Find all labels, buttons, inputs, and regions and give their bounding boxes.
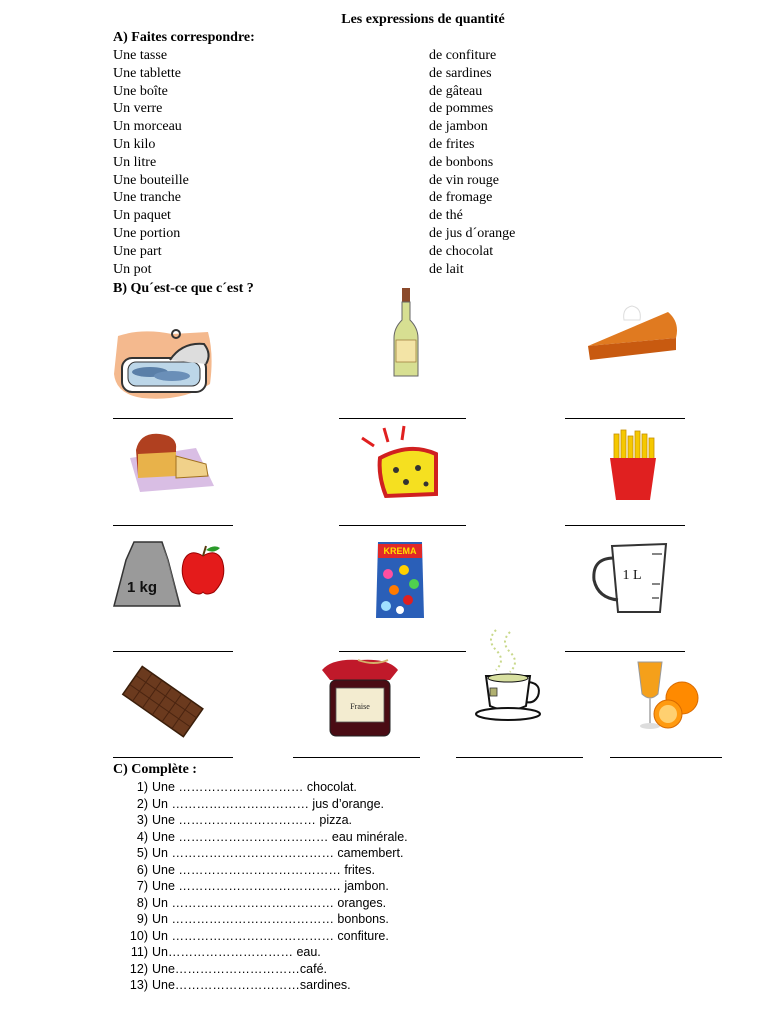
list-item (104, 878, 408, 895)
section-c-heading: C) Complète : (113, 762, 197, 777)
list-item: de gâteau (429, 83, 483, 99)
list-item: de sardines (429, 65, 492, 81)
list-item (104, 845, 408, 862)
item-number: 7) (136, 879, 148, 893)
list-item: Une boîte (113, 83, 168, 99)
item-text: Une …………………………… pizza. (152, 813, 353, 827)
item-text: Une ………………………………… frites. (152, 862, 375, 877)
item-number: 9) (136, 912, 148, 926)
item-text: Une…………………………sardines. (152, 978, 351, 992)
list-item (104, 911, 408, 928)
kilo-weight-label: 1 kg (126, 579, 158, 596)
answer-line[interactable] (565, 418, 685, 419)
item-number: 8) (136, 895, 148, 910)
list-item: de fromage (429, 190, 493, 206)
orange-juice-icon (632, 660, 704, 730)
item-number: 1) (136, 780, 148, 794)
item-text: Un …………………………… jus d’orange. (152, 796, 385, 811)
quantity-list (113, 47, 189, 278)
measuring-cup-label: 1 L (622, 568, 642, 583)
list-item: Un kilo (113, 136, 156, 152)
wine-bottle-icon (390, 286, 422, 380)
answer-line[interactable] (565, 525, 685, 526)
kilo-weight-icon (112, 540, 182, 608)
list-item (104, 977, 408, 994)
list-item: Un pot (113, 261, 152, 277)
item-number: 3) (136, 813, 148, 827)
candy-bag-label: KREMA (383, 546, 417, 556)
cheese-icon (360, 424, 440, 500)
list-item: de thé (429, 208, 463, 224)
section-b-heading: B) Qu´est-ce que c´est ? (113, 281, 254, 296)
list-item: Une tasse (113, 48, 168, 63)
list-item (104, 829, 408, 846)
item-number: 11) (130, 945, 148, 959)
list-item (104, 928, 408, 945)
item-text: Une ……………………………… eau minérale. (152, 829, 408, 844)
item-text: Un ………………………………… confiture. (152, 928, 389, 943)
list-item (104, 895, 408, 912)
list-item (104, 779, 408, 796)
item-text: Une…………………………café. (152, 961, 328, 976)
complete-exercise (104, 779, 408, 994)
list-item (104, 944, 408, 961)
list-item (104, 961, 408, 978)
candy-bag-icon (374, 540, 426, 620)
list-item: Un litre (113, 154, 157, 170)
list-item: Une tablette (113, 65, 182, 81)
item-number: 12) (129, 961, 148, 976)
pie-slice-icon (584, 298, 682, 366)
item-number: 10) (129, 928, 148, 943)
list-item: de vin rouge (429, 172, 499, 188)
list-item: de chocolat (429, 243, 494, 259)
jam-jar-icon (318, 658, 402, 738)
jam-jar-label: Fraise (350, 702, 370, 711)
answer-line[interactable] (339, 418, 466, 419)
answer-line[interactable] (339, 525, 466, 526)
item-number: 5) (136, 846, 148, 860)
list-item (104, 796, 408, 813)
list-item: Un verre (113, 101, 163, 117)
list-item: de pommes (429, 101, 494, 117)
item-number: 6) (136, 862, 148, 877)
list-item: Une part (113, 243, 162, 259)
item-text: Une ………………………………… jambon. (152, 879, 389, 893)
list-item: Une portion (113, 225, 181, 241)
list-item (104, 812, 408, 829)
answer-line[interactable] (293, 757, 420, 758)
item-text: Un………………………… eau. (152, 945, 321, 959)
list-item: de jambon (429, 119, 488, 135)
list-item (104, 862, 408, 879)
answer-line[interactable] (113, 651, 233, 652)
page-title: Les expressions de quantité (341, 12, 505, 27)
answer-line[interactable] (113, 418, 233, 419)
answer-line[interactable] (565, 651, 685, 652)
item-number: 2) (136, 796, 148, 811)
answer-line[interactable] (610, 757, 722, 758)
list-item: Une tranche (113, 190, 182, 206)
item-text: Une ………………………… chocolat. (152, 780, 357, 794)
item-text: Un ………………………………… camembert. (152, 846, 404, 860)
answer-line[interactable] (456, 757, 583, 758)
list-item: Un paquet (113, 208, 171, 224)
answer-line[interactable] (113, 525, 233, 526)
item-number: 4) (136, 829, 148, 844)
sardine-tin-icon (112, 324, 216, 402)
food-list (429, 47, 515, 278)
list-item: de bonbons (429, 154, 494, 170)
list-item: de lait (429, 261, 464, 277)
item-text: Un ………………………………… bonbons. (152, 912, 389, 926)
list-item: de confiture (429, 48, 497, 63)
measuring-cup-icon (590, 540, 672, 616)
section-a-heading: A) Faites correspondre: (113, 30, 255, 45)
answer-line[interactable] (339, 651, 466, 652)
list-item: de frites (429, 136, 475, 152)
list-item: Un morceau (113, 119, 182, 135)
apple-icon (180, 544, 226, 596)
answer-line[interactable] (113, 757, 233, 758)
bread-loaf-icon (126, 430, 216, 494)
item-text: Un ………………………………… oranges. (152, 895, 387, 910)
fries-icon (608, 428, 658, 502)
list-item: Une bouteille (113, 172, 189, 188)
item-number: 13) (129, 978, 148, 992)
tea-cup-icon (472, 626, 544, 724)
list-item: de jus d´orange (429, 225, 516, 241)
chocolate-bar-icon (118, 662, 206, 740)
